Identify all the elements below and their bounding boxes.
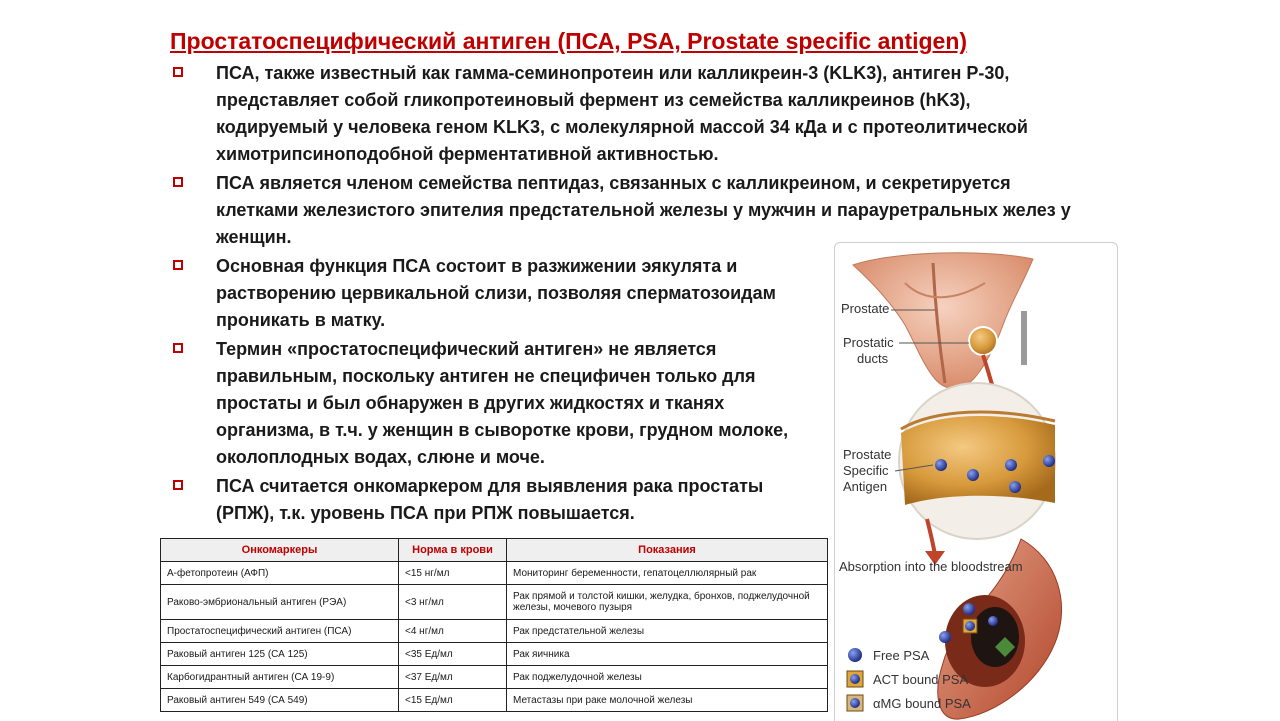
- gland-lumen: [901, 416, 1055, 505]
- bullet-text: ПСА является членом семейства пептидаз, связанных с калликреином, и секретируется клетками железистого эпителия предстательной железы у мужчин и парауретральных желез у женщин.: [216, 173, 1071, 247]
- table-cell: Раковый антиген 549 (СА 549): [161, 689, 399, 712]
- bullet-text: Основная функция ПСА состоит в разжижении эякулята и растворению цервикальной слизи, позволяя сперматозоидам проникать в матку.: [216, 256, 776, 330]
- table-row: [161, 689, 828, 712]
- table-cell: Рак яичника: [507, 643, 828, 666]
- table-cell: <37 Ед/мл: [399, 666, 507, 689]
- table-cell: <15 нг/мл: [399, 562, 507, 585]
- absorption-label: Absorption into the bloodstream: [839, 559, 1023, 574]
- act-bound-legend-dot: [850, 674, 860, 684]
- amg-bound-legend-dot: [850, 698, 860, 708]
- psa-label-3: Antigen: [843, 479, 888, 494]
- table-row: [161, 620, 828, 643]
- table-cell: <3 нг/мл: [399, 585, 507, 620]
- psa-dot: [1009, 481, 1021, 493]
- column-header: Онкомаркеры: [161, 539, 399, 562]
- psa-dot: [1043, 455, 1055, 467]
- table-header-row: [161, 539, 828, 562]
- legend-act-bound-psa: ACT bound PSA: [873, 672, 969, 687]
- duct-magnifier: [969, 327, 997, 355]
- free-psa-legend-icon: [848, 648, 862, 662]
- checkbox-bullet-icon: [173, 67, 183, 77]
- table-cell: <15 Ед/мл: [399, 689, 507, 712]
- table-cell: Раковый антиген 125 (СА 125): [161, 643, 399, 666]
- psa-dot: [965, 621, 975, 631]
- psa-dot: [935, 459, 947, 471]
- bullet-item: [170, 60, 1110, 168]
- bullet-item: [170, 170, 1110, 251]
- column-header: Показания: [507, 539, 828, 562]
- checkbox-bullet-icon: [173, 260, 183, 270]
- bullet-text: Термин «простатоспецифический антиген» не является правильным, поскольку антиген не специфичен только для простаты и был обнаружен в других жидкостях и тканях организма, в т.ч. у женщин в сыворотке крови, грудном молоке, околоплодных водах, слюне и моче.: [216, 339, 789, 467]
- legend-amg-bound-psa: αMG bound PSA: [873, 696, 971, 711]
- table-cell: Мониторинг беременности, гепатоцеллюлярный рак: [507, 562, 828, 585]
- table-cell: Рак поджелудочной железы: [507, 666, 828, 689]
- table-cell: Рак прямой и толстой кишки, желудка, бронхов, поджелудочной железы, мочевого пузыря: [507, 585, 828, 620]
- page-title: Простатоспецифический антиген (ПСА, PSA, Prostate specific antigen): [170, 28, 968, 54]
- bullet-text: ПСА считается онкомаркером для выявления рака простаты (РПЖ), т.к. уровень ПСА при РПЖ повышается.: [216, 476, 764, 523]
- prostate-label: Prostate: [841, 301, 890, 316]
- psa-dot: [963, 603, 975, 615]
- gray-bar: [1021, 311, 1027, 365]
- table-cell: Метастазы при раке молочной железы: [507, 689, 828, 712]
- table-row: [161, 585, 828, 620]
- psa-dot: [988, 616, 998, 626]
- table-cell: <35 Ед/мл: [399, 643, 507, 666]
- checkbox-bullet-icon: [173, 177, 183, 187]
- bullet-text: ПСА, также известный как гамма-семинопротеин или калликреин-3 (KLK3), антиген P-30, представляет собой гликопротеиновый фермент из семейства калликреинов (hK3), кодируемый у человека геном KLK3, с молекулярной массой 34 кДа и с протеолитической химотрипсиноподобной ферментативной активностью.: [216, 63, 1028, 164]
- tumor-markers-table: [160, 538, 828, 712]
- psa-dot: [1005, 459, 1017, 471]
- table-cell: Рак предстательной железы: [507, 620, 828, 643]
- table-row: [161, 666, 828, 689]
- psa-label-1: Prostate: [843, 447, 892, 462]
- table-cell: Простатоспецифический антиген (ПСА): [161, 620, 399, 643]
- table-cell: Раково-эмбриональный антиген (РЭА): [161, 585, 399, 620]
- vessel-inner: [971, 607, 1019, 667]
- ducts-label-2: ducts: [857, 351, 889, 366]
- column-header: Норма в крови: [399, 539, 507, 562]
- table-cell: <4 нг/мл: [399, 620, 507, 643]
- psa-label-2: Specific: [843, 463, 889, 478]
- checkbox-bullet-icon: [173, 480, 183, 490]
- table-row: [161, 643, 828, 666]
- table-row: [161, 562, 828, 585]
- psa-dot: [967, 469, 979, 481]
- table-cell: А-фетопротеин (АФП): [161, 562, 399, 585]
- ducts-label-1: Prostatic: [843, 335, 894, 350]
- psa-dot: [939, 631, 951, 643]
- legend-free-psa: Free PSA: [873, 648, 930, 663]
- table-cell: Карбогидрантный антиген (СА 19-9): [161, 666, 399, 689]
- psa-illustration: [834, 242, 1118, 721]
- checkbox-bullet-icon: [173, 343, 183, 353]
